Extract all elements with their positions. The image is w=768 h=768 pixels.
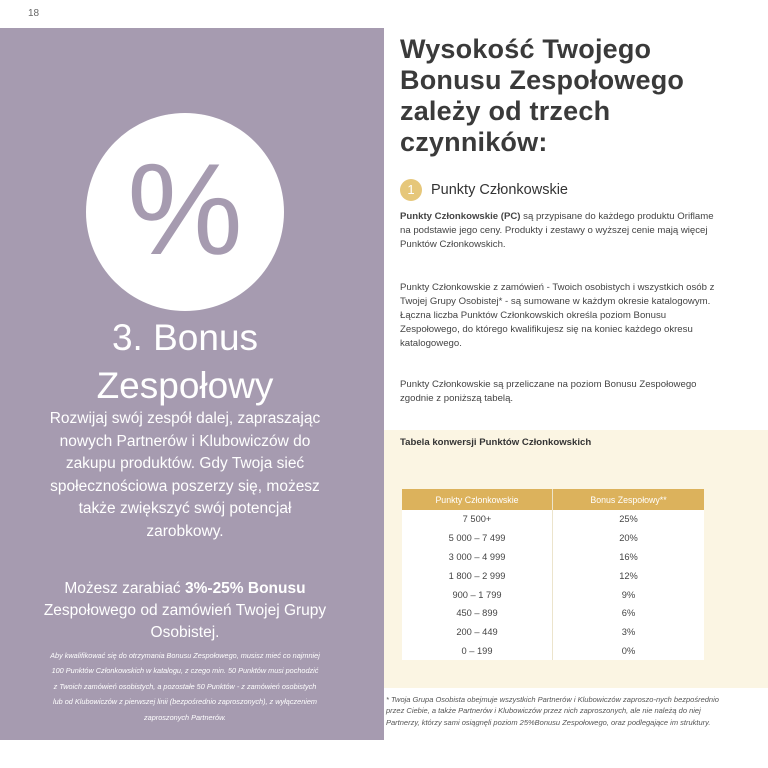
earn-bold: 3%-25% Bonusu bbox=[185, 580, 306, 597]
bonus-panel bbox=[0, 28, 384, 740]
paragraph-pc-definition bbox=[400, 210, 720, 252]
footnote: * Twoja Grupa Osobista obejmuje wszystkich Partnerów i Klubowiczów zaproszo-nych bezpośrednio przez Ciebie, a także Partnerów i Klubowiczów przez nich zaproszonych, ale nie należą do niej Partnerzy, którzy sami osiągnęli poziom 25%Bonusu Zespołowego, oraz podlegające im struktury. bbox=[386, 695, 719, 727]
section-number-badge: 1 bbox=[400, 179, 422, 201]
bonus-cell: 25% bbox=[553, 510, 705, 529]
conversion-table-section bbox=[384, 430, 768, 688]
bonus-cell: 0% bbox=[553, 642, 705, 661]
points-cell: 200 – 449 bbox=[456, 627, 498, 638]
table-row bbox=[402, 585, 704, 604]
table-header-row bbox=[402, 489, 704, 510]
points-cell: 7 500+ bbox=[462, 514, 492, 525]
earn-prefix: Możesz zarabiać bbox=[64, 580, 185, 597]
table-row bbox=[402, 510, 704, 529]
conversion-table bbox=[402, 489, 704, 660]
header-bonus: Bonus Zespołowy** bbox=[553, 489, 705, 510]
table-title: Tabela konwersji Punktów Członkowskich bbox=[400, 437, 592, 448]
bonus-cell: 20% bbox=[553, 529, 705, 548]
table-row bbox=[402, 548, 704, 567]
points-cell: 5 000 – 7 499 bbox=[402, 529, 553, 548]
points-cell: 3 000 – 4 999 bbox=[448, 551, 506, 562]
points-cell: 450 – 899 bbox=[402, 604, 553, 623]
panel-title-line2: Zespołowy bbox=[96, 365, 274, 406]
page-heading: Wysokość Twojego Bonusu Zespołowego zależy od trzech czynników: bbox=[400, 34, 685, 157]
bonus-cell: 16% bbox=[553, 548, 705, 567]
earn-text bbox=[40, 578, 330, 644]
panel-title-line1: 3. Bonus bbox=[111, 317, 259, 358]
table-row bbox=[402, 623, 704, 642]
table-row bbox=[402, 566, 704, 585]
panel-body: Rozwijaj swój zespół dalej, zapraszając nowych Partnerów i Klubowiczów do zakupu produktów. Gdy Twoja sieć społecznościowa poszerzy się, możesz także zwiększyć swój potencjał zarobkowy. bbox=[49, 410, 321, 540]
table-row bbox=[402, 529, 704, 548]
header-points: Punkty Członkowskie bbox=[402, 489, 553, 510]
bonus-cell: 3% bbox=[553, 623, 705, 642]
table-row bbox=[402, 642, 704, 661]
bonus-cell: 6% bbox=[553, 604, 705, 623]
points-cell: 900 – 1 799 bbox=[452, 589, 502, 600]
section-title: Punkty Członkowskie bbox=[431, 182, 568, 198]
pc-term: Punkty Członkowskie (PC) bbox=[400, 211, 521, 222]
bonus-cell: 12% bbox=[553, 566, 705, 585]
pc-definition: są przypisane do każdego produktu Oriflame na podstawie jego ceny. Produkty i zestawy o wyższej cenie mają więcej Punktów Członkowskich. bbox=[400, 211, 714, 250]
bonus-cell: 9% bbox=[553, 585, 705, 604]
percent-symbol: % bbox=[127, 136, 243, 282]
panel-title bbox=[0, 314, 370, 410]
paragraph-pc-conversion: Punkty Członkowskie są przeliczane na poziom Bonusu Zespołowego zgodnie z poniższą tabelą. bbox=[400, 379, 697, 404]
points-cell: 1 800 – 2 999 bbox=[402, 566, 553, 585]
earn-suffix: Zespołowego od zamówień Twojej Grupy Osobistej. bbox=[43, 602, 327, 641]
page-number: 18 bbox=[28, 8, 40, 19]
table-row bbox=[402, 604, 704, 623]
percent-icon bbox=[86, 113, 284, 311]
paragraph-pc-sum: Punkty Członkowskie z zamówień - Twoich osobistych i wszystkich osób z Twojej Grupy Osobistej* - są sumowane w każdym okresie katalogowym. Łączna liczba Punktów Członkowskich określa poziom Bonusu Zespołowego, do którego kwalifikujesz się na koniec każdego okresu katalogowego. bbox=[400, 282, 715, 349]
qualification-note: Aby kwalifikować się do otrzymania Bonusu Zespołowego, musisz mieć co najmniej 100 Punktów Członkowskich w katalogu, z czego min. 50 Punktów musi pochodzić z Twoich zamówień osobistych, a pozostałe 50 Punktów - z zamówień osobistych lub od Klubowiczów z pierwszej linii (bezpośrednio zaproszonych), z wyłączeniem zaproszonych Partnerów. bbox=[50, 651, 320, 722]
points-cell: 0 – 199 bbox=[402, 642, 553, 661]
